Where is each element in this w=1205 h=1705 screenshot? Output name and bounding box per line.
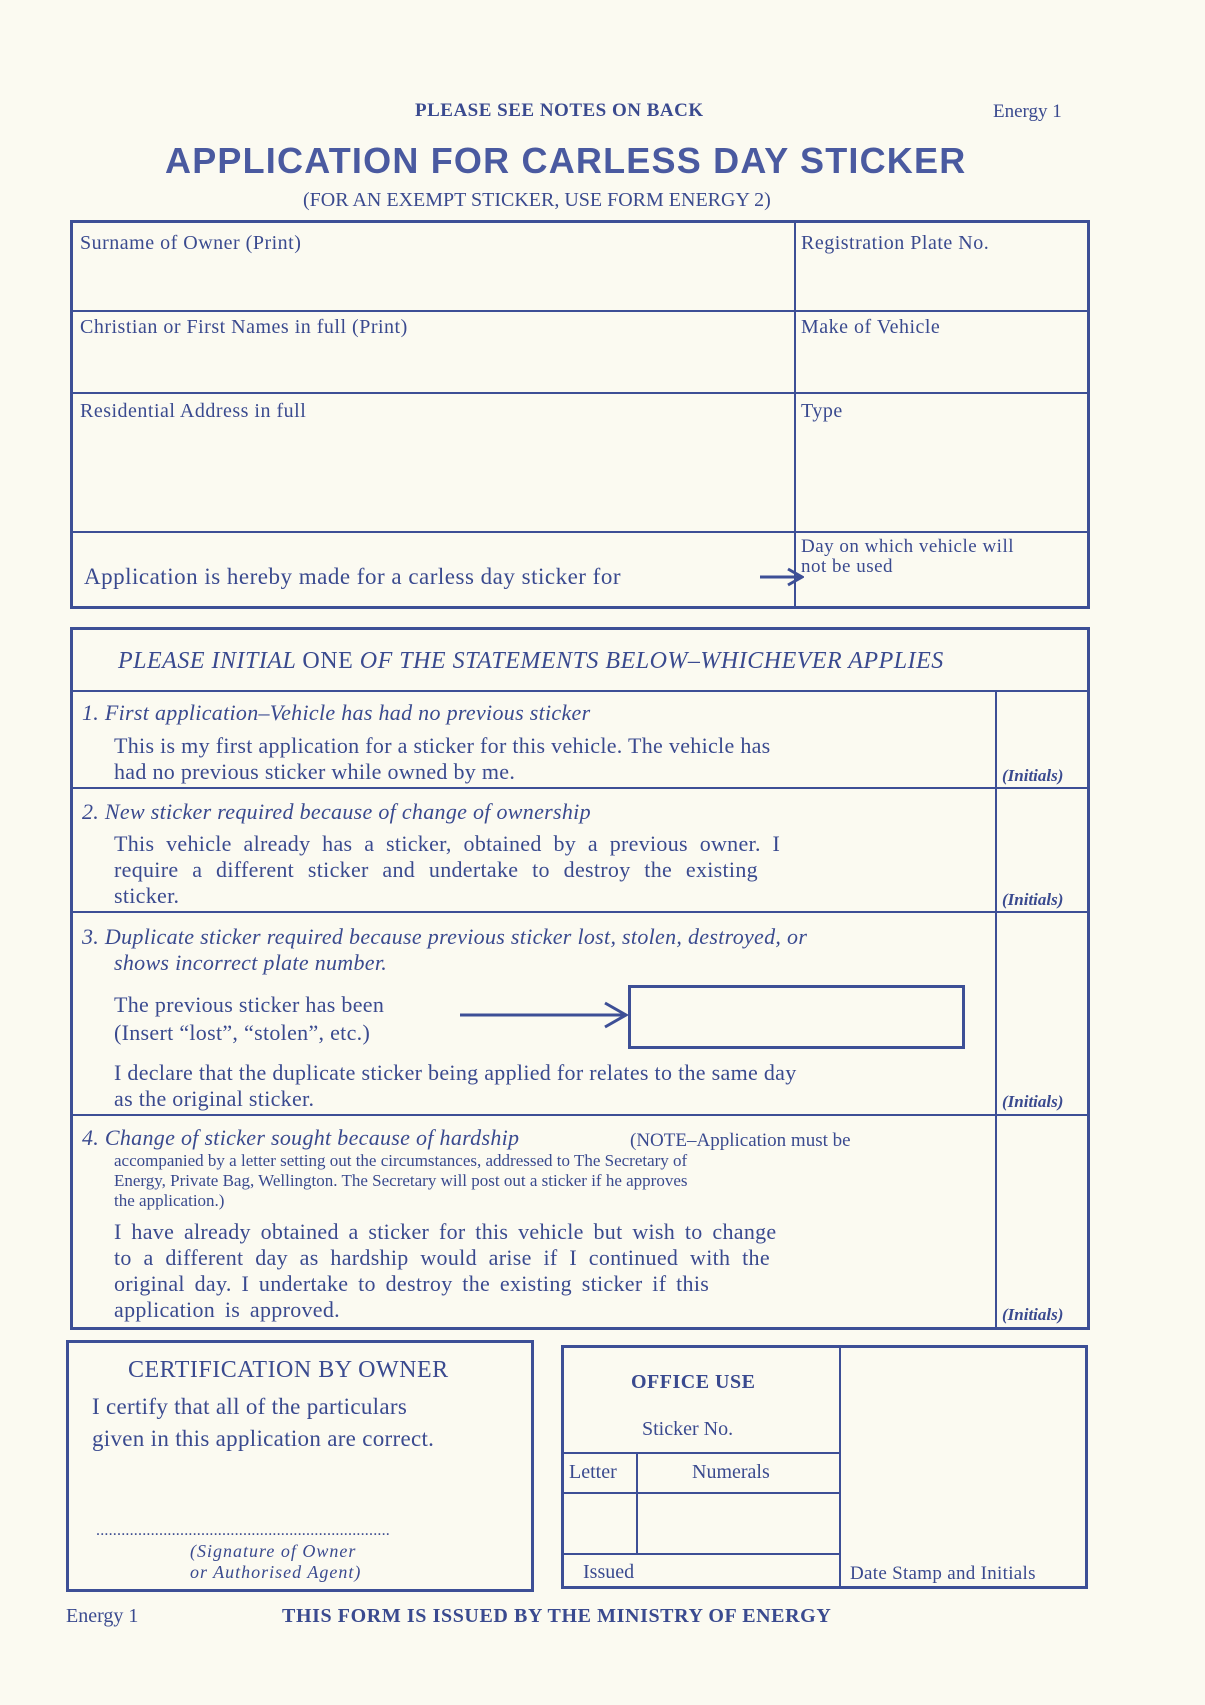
statement-4-note-4: the application.): [114, 1191, 225, 1210]
initials-label-2: (Initials): [1002, 890, 1064, 909]
type-field-label: Type: [801, 400, 843, 422]
statement-2-title: 2. New sticker required because of change of ownership: [82, 799, 591, 824]
form-code: Energy 1: [993, 101, 1062, 122]
notice: PLEASE SEE NOTES ON BACK: [415, 100, 704, 121]
address-field-label: Residential Address in full: [80, 400, 307, 422]
statement-4-note-2: accompanied by a letter setting out the circumstances, addressed to The Secretary of: [114, 1151, 688, 1170]
application-statement: Application is hereby made for a carless day sticker for: [84, 564, 621, 589]
letter-field[interactable]: [565, 1494, 635, 1552]
surname-field-label: Surname of Owner (Print): [80, 232, 302, 254]
statement-4-note: (NOTE–Application must be: [630, 1130, 851, 1151]
initials-label-1: (Initials): [1002, 766, 1064, 785]
statement-4-text-3: original day. I undertake to destroy the existing sticker if this: [114, 1271, 710, 1296]
row-divider: [72, 1114, 1088, 1116]
statement-2-text: This vehicle already has a sticker, obtained by a previous owner. I: [114, 831, 781, 856]
arrow-icon: [760, 566, 804, 593]
statement-2-text-3: sticker.: [114, 883, 180, 908]
row-divider: [72, 392, 1088, 394]
footer-form-code: Energy 1: [66, 1605, 139, 1627]
office-row-divider: [563, 1452, 839, 1454]
statement-1-text-2: had no previous sticker while owned by me.: [114, 759, 516, 784]
signature-caption-2: or Authorised Agent): [190, 1562, 362, 1582]
page-title: APPLICATION FOR CARLESS DAY STICKER: [165, 140, 967, 181]
statement-3-title: 3. Duplicate sticker required because previous sticker lost, stolen, destroyed, or: [82, 924, 808, 949]
heading-emphasis: ONE: [302, 648, 354, 674]
day-field-label: Day on which vehicle will: [801, 536, 1015, 557]
owner-divider: [794, 222, 796, 607]
issued-label: Issued: [583, 1561, 635, 1583]
office-use-title: OFFICE USE: [631, 1371, 756, 1393]
certification-title: CERTIFICATION BY OWNER: [128, 1357, 449, 1383]
statement-1-title: 1. First application–Vehicle has had no previous sticker: [82, 700, 591, 725]
first-names-field-label: Christian or First Names in full (Print): [80, 316, 408, 338]
statement-1-text: This is my first application for a sticker for this vehicle. The vehicle has: [114, 733, 771, 758]
sticker-number-label: Sticker No.: [642, 1418, 734, 1440]
letter-label: Letter: [569, 1461, 617, 1483]
day-field-label-2: not be used: [801, 556, 894, 577]
statement-4-title: 4. Change of sticker sought because of hardship: [82, 1125, 520, 1150]
row-divider: [72, 531, 1088, 533]
statement-4-note-3: Energy, Private Bag, Wellington. The Secretary will post out a sticker if he approves: [114, 1171, 688, 1190]
row-divider: [72, 911, 1088, 913]
heading-part-2: OF THE STATEMENTS BELOW–WHICHEVER APPLIES: [353, 648, 944, 674]
row-divider: [72, 690, 1088, 692]
previous-sticker-hint: (Insert “lost”, “stolen”, etc.): [114, 1020, 371, 1045]
row-divider: [72, 787, 1088, 789]
statements-heading: [118, 648, 944, 675]
certification-text: I certify that all of the particulars: [92, 1394, 408, 1419]
date-stamp-label: Date Stamp and Initials: [850, 1563, 1036, 1584]
numerals-label: Numerals: [692, 1461, 770, 1483]
statement-3-title-2: shows incorrect plate number.: [114, 950, 388, 975]
previous-sticker-label: The previous sticker has been: [114, 992, 385, 1017]
make-field-label: Make of Vehicle: [801, 316, 941, 338]
signature-line[interactable]: ......................................................................: [96, 1522, 390, 1539]
numerals-field[interactable]: [638, 1494, 838, 1552]
footer-issuer: THIS FORM IS ISSUED BY THE MINISTRY OF ENERGY: [282, 1605, 832, 1627]
registration-field-label: Registration Plate No.: [801, 232, 990, 254]
certification-text-2: given in this application are correct.: [92, 1426, 435, 1451]
initials-column-divider: [995, 690, 997, 1328]
subtitle: (FOR AN EXEMPT STICKER, USE FORM ENERGY 2): [303, 189, 771, 211]
statement-2-text-2: require a different sticker and undertake to destroy the existing: [114, 857, 758, 882]
statement-3-text: I declare that the duplicate sticker being applied for relates to the same day: [114, 1060, 797, 1085]
previous-sticker-status-field[interactable]: [628, 985, 965, 1049]
initials-label-4: (Initials): [1002, 1305, 1064, 1324]
statement-4-text-4: application is approved.: [114, 1297, 340, 1322]
office-row-divider: [563, 1553, 839, 1555]
statement-4-text: I have already obtained a sticker for this vehicle but wish to change: [114, 1219, 777, 1244]
arrow-icon: [460, 998, 630, 1037]
office-column-divider: [839, 1347, 841, 1587]
row-divider: [72, 310, 1088, 312]
heading-part-1: PLEASE INITIAL: [118, 648, 303, 674]
signature-caption: (Signature of Owner: [190, 1541, 357, 1561]
statement-3-text-2: as the original sticker.: [114, 1086, 315, 1111]
initials-label-3: (Initials): [1002, 1092, 1064, 1111]
statement-4-text-2: to a different day as hardship would arise if I continued with the: [114, 1245, 770, 1270]
